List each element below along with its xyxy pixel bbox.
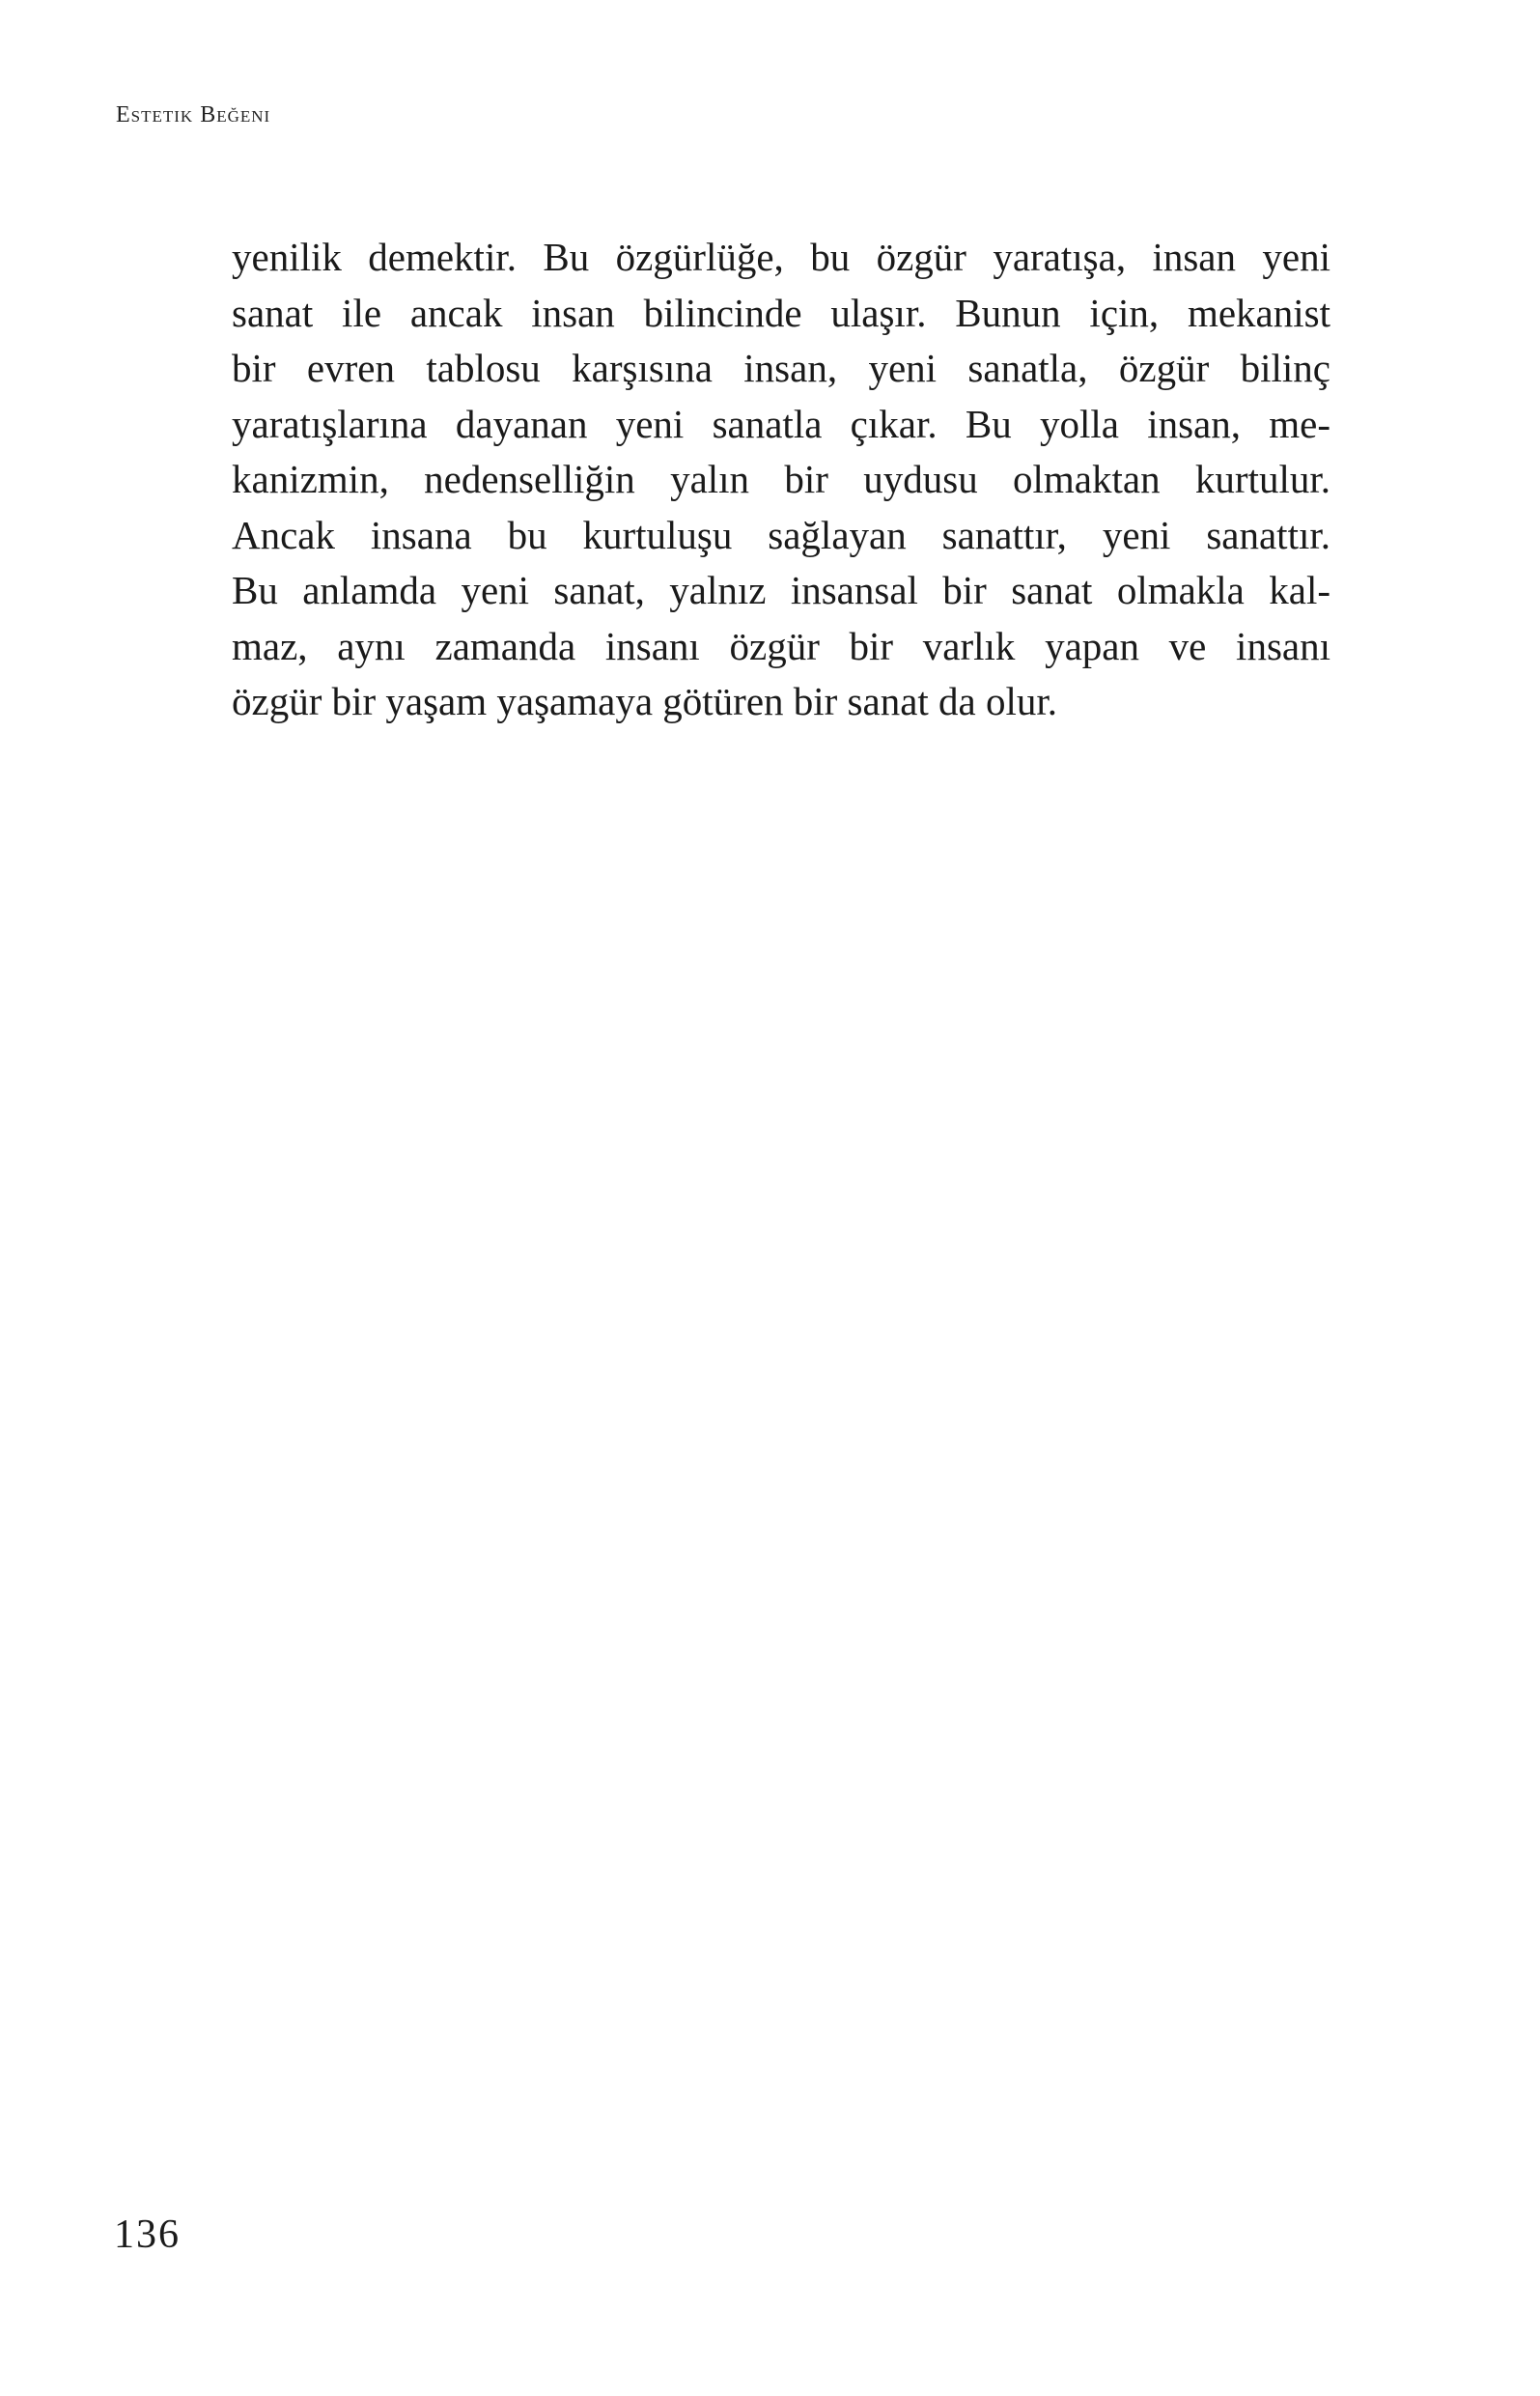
- paragraph-line: özgür bir yaşam yaşamaya götüren bir sanat da olur.: [232, 679, 1058, 723]
- paragraph-line: yenilik demektir. Bu özgürlüğe, bu özgür yaratışa, insan yeni: [232, 235, 1330, 279]
- paragraph-line: kanizmin, nedenselliğin yalın bir uydusu olmaktan kurtulur.: [232, 457, 1330, 501]
- paragraph-line: maz, aynı zamanda insanı özgür bir varlık yapan ve insanı: [232, 623, 1330, 668]
- page-number: 136: [114, 2213, 181, 2257]
- paragraph-line: sanat ile ancak insan bilincinde ulaşır. Bunun için, mekanist: [232, 290, 1330, 335]
- paragraph-line: bir evren tablosu karşısına insan, yeni sanatla, özgür bilinç: [232, 346, 1330, 390]
- running-header: Estetik Beğeni: [116, 102, 271, 127]
- body-paragraph: [232, 230, 1330, 730]
- paragraph-line: Ancak insana bu kurtuluşu sağlayan sanattır, yeni sanattır.: [232, 512, 1330, 557]
- paragraph-line: yaratışlarına dayanan yeni sanatla çıkar. Bu yolla insan, me-: [232, 401, 1330, 446]
- paragraph-line: Bu anlamda yeni sanat, yalnız insansal bir sanat olmakla kal-: [232, 568, 1330, 612]
